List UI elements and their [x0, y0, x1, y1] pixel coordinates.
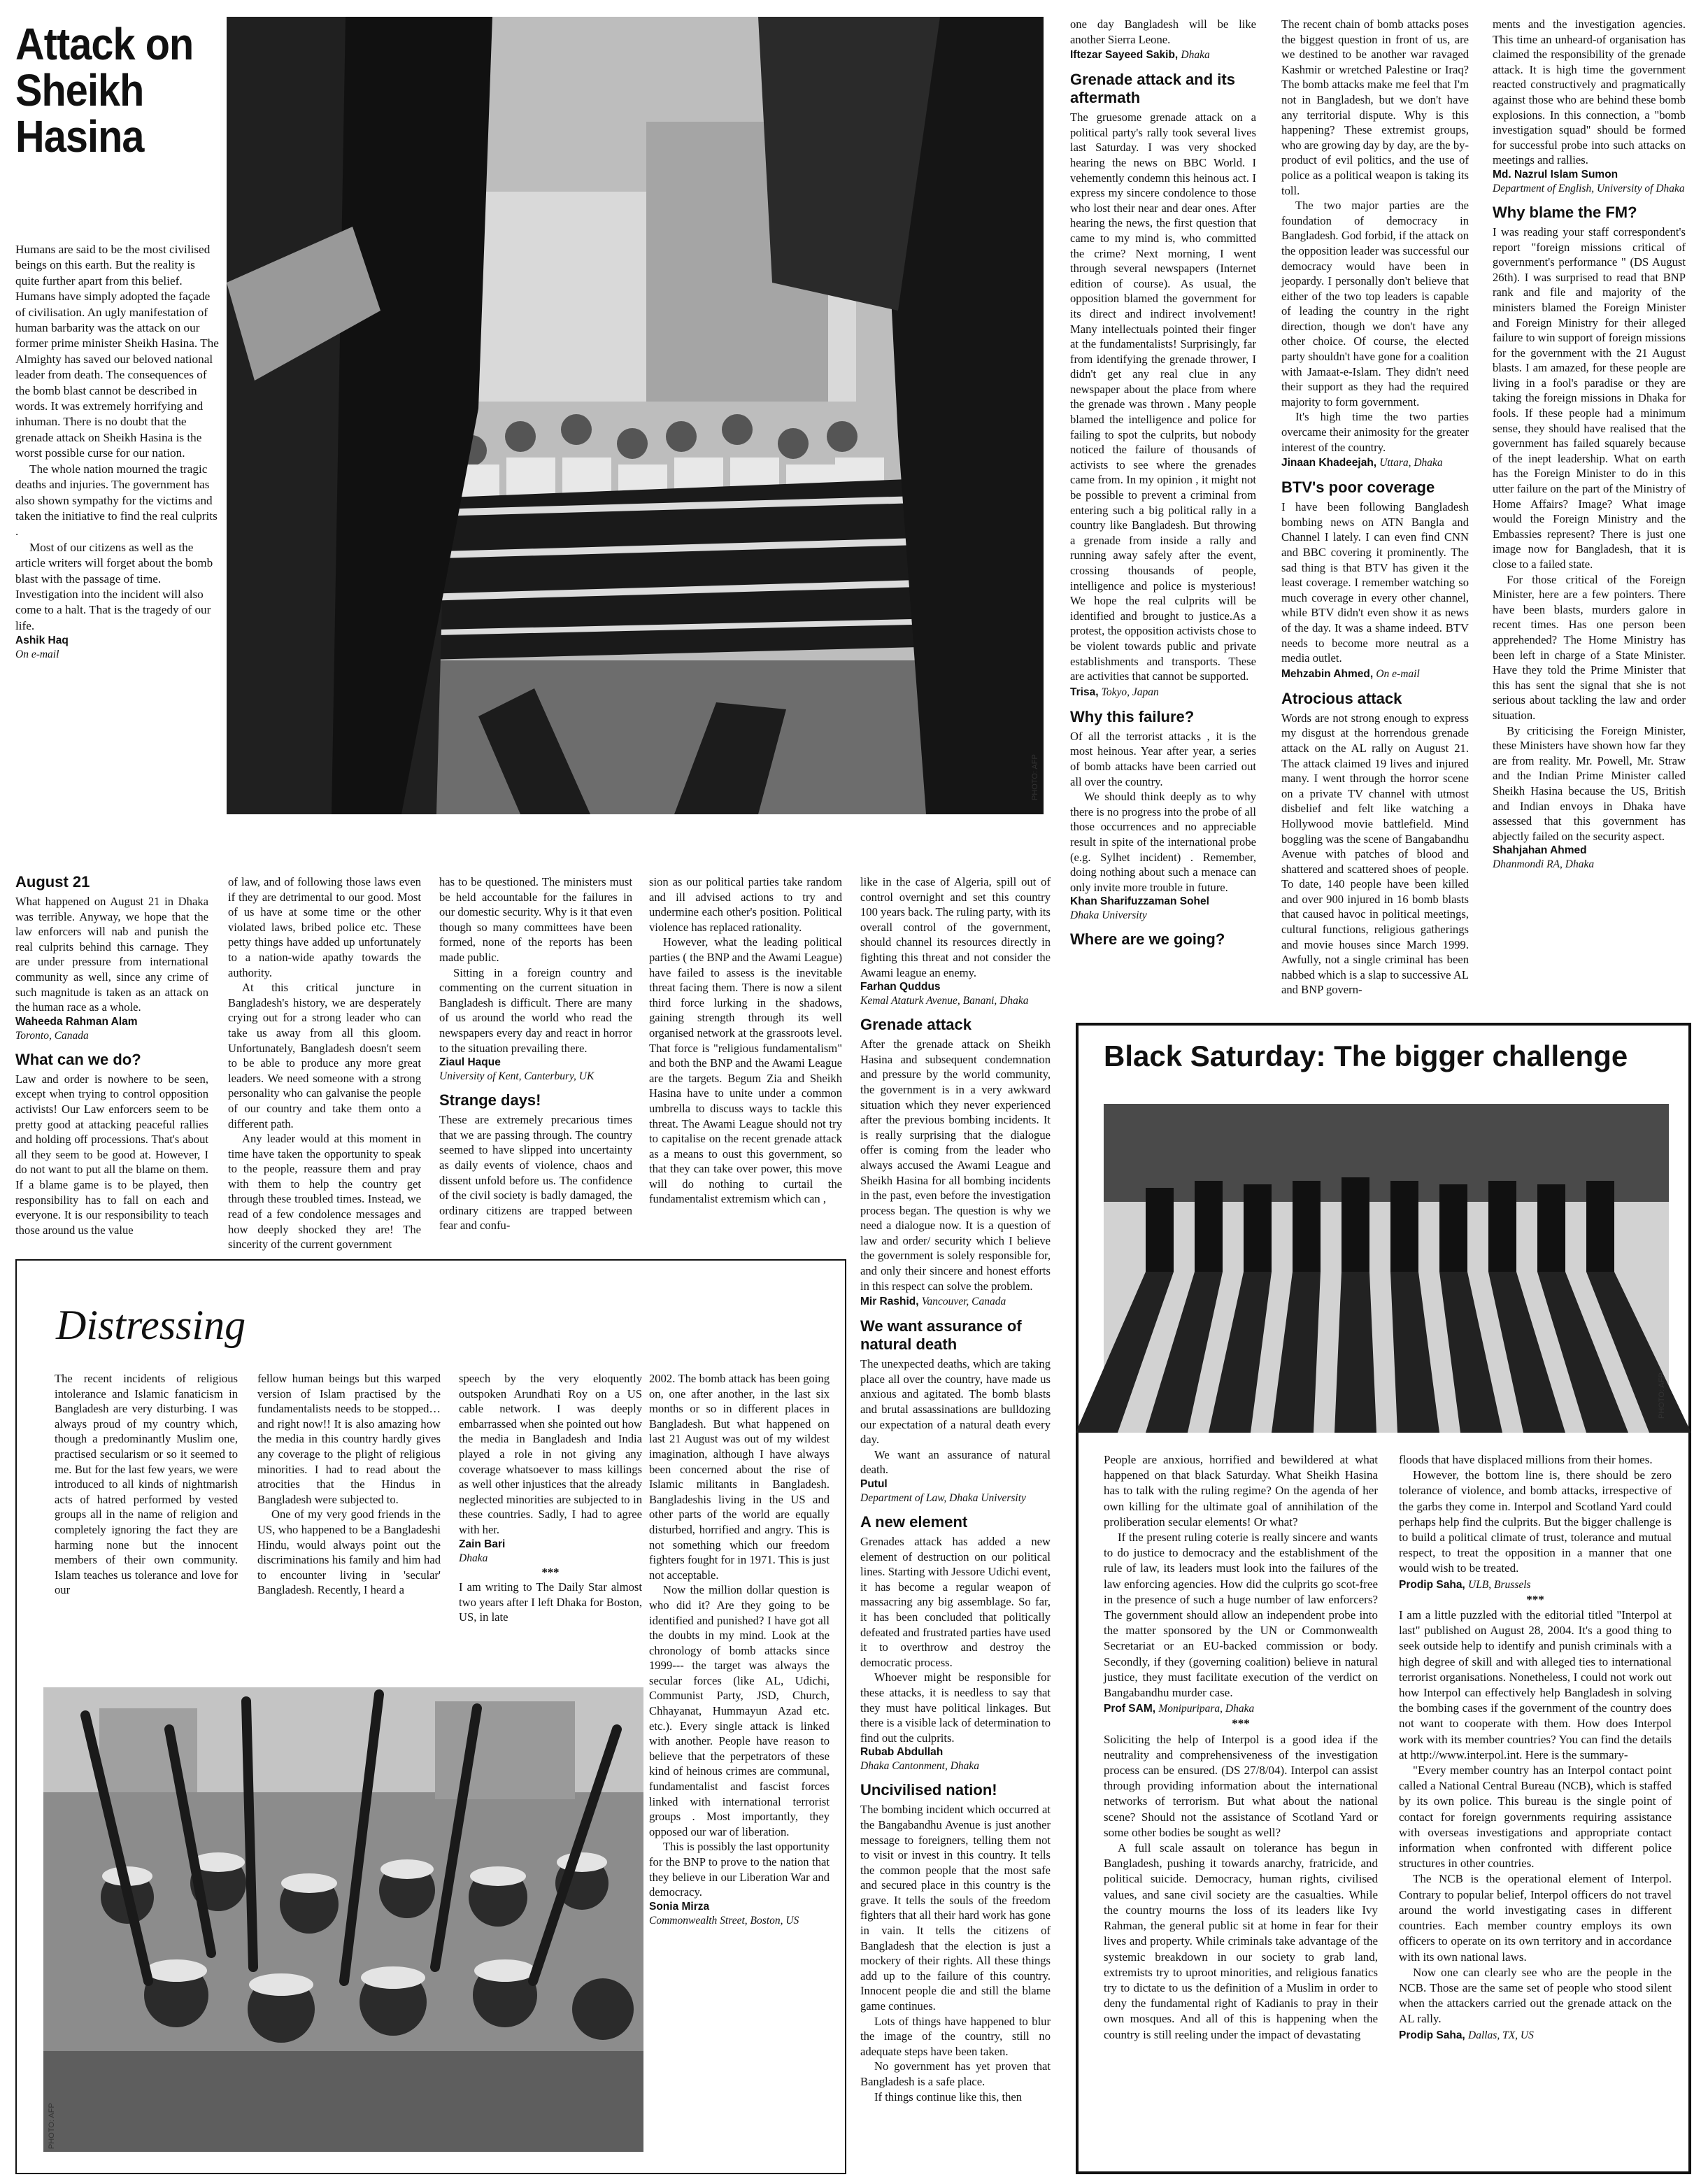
col4b-location: Kemal Ataturk Avenue, Banani, Dhaka	[860, 995, 1029, 1007]
col5-para: We should think deeply as to why there is no progress into the probe of all those occurrences and no appreciable result in spite of the international probe (e.g. Sylhet incident) . Remember, doing nothing about such a menace can only invite more trouble in future.	[1070, 790, 1256, 894]
attack-para: Humans are said to be the most civilised beings on this earth. But the reality is quite further apart from this belief. Humans have simply adopted the façade of civilisation. An ugly manifestation of human barbarity was the attack on our former prime minister Sheikh Hasina. The Almighty has saved our beloved national leader from death. The consequences of the bomb blast cannot be described in words. It was extremely horrifying and inhuman. There is no doubt that the grenade attack on Sheikh Hasina is the worst possible curse for our nation.	[15, 243, 219, 460]
col5-signature: Khan Sharifuzzaman Sohel	[1070, 895, 1209, 908]
black-saturday-title: Black Saturday: The bigger challenge	[1104, 1040, 1628, 1072]
col7-para: By criticising the Foreign Minister, these Ministers have shown how far they are from reality. Mr. Powell, Mr. Straw and the Indian Prime Minister called Sheikh Hasina because the US, British and Indian envoys in Dhaka have assessed that this government has abjectly failed on the security aspect.	[1493, 723, 1686, 843]
attack-article	[15, 21, 220, 825]
col4b-signature: Rubab Abdullah	[860, 1746, 944, 1759]
distressing-col-1	[55, 1371, 238, 1651]
heading-why-failure: Why this failure?	[1070, 707, 1195, 725]
col5-location: Dhaka University	[1070, 909, 1147, 922]
black-location: Dallas, TX, US	[1468, 2029, 1534, 2041]
col4b-para: If things continue like this, then	[874, 2090, 1023, 2104]
col2-para: Any leader would at this moment in time have taken the opportunity to speak to the people, reassure them and pray with them to help the country get through these troubled times. Instead, we read of a few condolence messages and how deeply shocked they are! The sincerity of the current government	[228, 1132, 421, 1251]
col6-para: Words are not strong enough to express my disgust at the horrendous grenade attack on the AL rally on August 21. The attack claimed 19 lives and injured many. I went through the horror scene on a private TV channel with utmost disbelief and felt like watching a Hollywood movie battlefield. Mind boggling was the scene of Bangabandhu Avenue with patches of blood and shattered and scattered shoes of people. To date, 140 people have been killed and over 900 injured in 16 bomb blasts that caused havoc in political meetings, cultural functions, religious gatherings and movie houses since March 1999. Awfully, not a single criminal has been nabbed which is a slap to successive AL and BNP govern-	[1281, 711, 1469, 997]
col6-para: The recent chain of bomb attacks poses the biggest question in front of us, are we destined to be another war ravaged Kashmir or wretched Palestine or Iraq? The bomb attacks make me feel that I'm not in Bangladesh, but we don't have any territorial dispute. Why is this happening? These extremist groups, who are growing day by day, are the by-product of evil politics, and the use of police as a political weapon is taking its toll.	[1281, 17, 1469, 197]
col4b-location: Department of Law, Dhaka University	[860, 1492, 1026, 1504]
col6-para: It's high time the two parties overcame their animosity for the greater interest of the country.	[1281, 410, 1469, 454]
col5-para: The gruesome grenade attack on a political party's rally took several lives last Saturday. I was very shocked hearing the news on BBC World. I vehemently condemn this heinous act. I express my sincere condolence to those who lost their near and dear ones. After hearing the news, the first question that came to my mind is, who committed the crime? Next morning, I went through several newspapers (Internet edition of course). As usual, the opposition blamed the government for its direct and indirect involvement! Many intellectuals pointed their finger at the fundamentalists! Surprisingly, far from identifying the grenade thrower, I didn't get any real clue in any newspaper about the place from where the grenade was thrown . Many people blamed the intelligence and police for failing to spot the culprits, but nobody noticed the failure of thousands of activists to see where the grenades came from. In my opinion , it might not be possible to prevent a criminal from entering such a big political rally in a country like Bangladesh. But throwing a grenade from inside a rally and running away safely after the event, crossing thousands of people, intelligence and police is mysterious! We hope the real culprits will be identified and brought to justice.As a protest, the opposition activists chose to be violent towards public and private establishments and transports. These are activities that cannot be supported.	[1070, 111, 1256, 683]
col5-location: Tokyo, Japan	[1101, 686, 1159, 698]
attack-body	[15, 242, 220, 823]
heading-grenade-aftermath: Grenade attack and its aftermath	[1070, 71, 1235, 107]
col1-signature: Waheeda Rahman Alam	[15, 1015, 138, 1028]
col4b-para: Whoever might be responsible for these attacks, it is needless to say that they must have political linkages. But there is a visible lack of determination to find out the culprits.	[860, 1671, 1051, 1745]
black-para: floods that have displaced millions from their homes.	[1399, 1453, 1653, 1466]
black-col-1	[1104, 1452, 1378, 2166]
col3-para: Sitting in a foreign country and commenting on the current situation in Bangladesh is difficult. There are many of us around the world who read the newspapers every day and react in horror to the situation prevailing there.	[439, 965, 632, 1055]
attack-title: Attack on Sheikh Hasina	[15, 19, 194, 162]
black-signature: Prodip Saha,	[1399, 2029, 1465, 2041]
distressing-para: The recent incidents of religious intolerance and Islamic fanaticism in Bangladesh are very disturbing. I was always proud of my country which, though a predominantly Muslim one, practised secularism or so it seemed to me. But for the last few years, we were introduced to all kinds of nightmarish acts of hatred performed by vested groups all in the name of religion and completely ignoring the fact they are harming none but the innocent members of their own community. Islam teaches us tolerance and love for our	[55, 1372, 238, 1597]
black-para: The NCB is the operational element of Interpol. Contrary to popular belief, Interpol officers do not travel around the world investigating cases in different countries. Each member country employs its own officers to operate on its own territory and in accordance with its own national laws.	[1399, 1872, 1672, 1964]
rally-photo-image	[227, 17, 1044, 814]
column-7-top	[1493, 17, 1686, 1017]
col6-location: On e-mail	[1376, 667, 1420, 680]
col6-signature: Jinaan Khadeejah,	[1281, 457, 1377, 469]
column-2-mid	[228, 874, 421, 1251]
attack-signature: Ashik Haq	[15, 634, 69, 647]
black-para: If the present ruling coterie is really sincere and wants to do justice to democracy and the establishment of the rule of law, its leaders must look into the failures of the law enforcing agencies. How did the culprits go scot-free in the presence of such a huge number of law enforcers? The government should allow an independent probe into the matter sponsored by the UN or Commonwealth Secretariat or an EU-backed commission or body. Secondly, if they (governing coalition) believe in natural justice, they must facilitate execution of the verdict on Bangabandhu murder case.	[1104, 1531, 1378, 1700]
col2-para: of law, and of following those laws even if they are detrimental to our good. Most of us have at some time or the other violated laws, bribed police etc. These petty things have added up unfortunately to a nation-wide apathy towards the authority.	[228, 875, 421, 979]
col3-para: These are extremely precarious times that we are passing through. The country seemed to have slipped into uncertainty as daily events of violence, chaos and dissent unfold before us. The confidence of the civil society is badly damaged, the ordinary citizens are trapped between fear and confu-	[439, 1113, 632, 1233]
col7-signature: Md. Nazrul Islam Sumon	[1493, 168, 1618, 180]
police-photo-credit: PHOTO: AFP	[1658, 1373, 1666, 1419]
col4b-para: The unexpected deaths, which are taking place all over the country, have made us anxious and agitated. The bomb blasts and brutal assassinations are bulldozing our expectation of a natural death every day.	[860, 1357, 1051, 1447]
police-photo	[1104, 1104, 1669, 1433]
distressing-col-4	[649, 1371, 830, 2162]
col4-para: However, what the leading political parties ( the BNP and the Awami League) have failed to assess is the inevitable threat facing them. There is now a silent third force lurking in the shadows, gaining strength through its well organised network at the grassroots level. That force is "religious fundamentalism" and both the BNP and the Awami League are the targets. Begum Zia and Sheikh Hasina have to unite under a common umbrella to discuss ways to tackle this threat. The Awami League should not try to capitalise on the recent grenade attack as a means to oust this government, so that they can take over power, this move will do nothing to curtail the fundamentalist extremism which can ,	[649, 935, 842, 1206]
col5-para: Of all the terrorist attacks , it is the most heinous. Year after year, a series of bomb attacks have been carried out all over the country.	[1070, 729, 1256, 788]
col3-signature: Ziaul Haque	[439, 1056, 501, 1069]
col6-signature: Mehzabin Ahmed,	[1281, 667, 1374, 680]
black-signature: Prof SAM,	[1104, 1703, 1156, 1715]
distressing-para: Now the million dollar question is who did it? Are they going to be identified and punished? I have got all the doubts in my mind. Look at the chronology of bomb attacks since 1999--- the target was always the secular forces (like AL, Udichi, Communist Party, JSD, Church, Chhayanat, Hummayun Azad etc. etc.). Every single attack is linked with another. People have reason to believe that the perpetrators of these kind of heinous crimes are communal, fundamentalist and fascist forces linked with international terrorist groups . Most importantly, they opposed our war of liberation.	[649, 1583, 830, 1838]
distressing-signature: Zain Bari	[459, 1538, 506, 1550]
separator-stars: ***	[1526, 1592, 1544, 1606]
col1-location: Toronto, Canada	[15, 1029, 89, 1042]
col7-location: Dhanmondi RA, Dhaka	[1493, 858, 1595, 871]
distressing-location: Commonwealth Street, Boston, US	[649, 1914, 799, 1927]
col4b-location: Vancouver, Canada	[921, 1296, 1006, 1308]
rally-photo	[227, 17, 1044, 814]
column-4-mid	[649, 874, 842, 1238]
black-para: However, the bottom line is, there should be zero tolerance of violence, and bomb attacks, irrespective of the garbs they come in. Interpol and Scotland Yard could perhaps help find the culprits. But the bigger challenge is to build a political climate of trust, tolerance and mutual respect, to treat the opposition in a manner that one would wish to be treated.	[1399, 1468, 1672, 1575]
black-para: People are anxious, horrified and bewildered at what happened on that black Saturday. What Sheikh Hasina has to talk with the ruling regime? On the agenda of her own killing for the ultimate goal of annihilation of the proliberation secular elements! Or what?	[1104, 1453, 1378, 1529]
column-6-top	[1281, 17, 1469, 1017]
distressing-box	[15, 1259, 846, 2174]
attack-para: Most of our citizens as well as the article writers will forget about the bomb blast with the passage of time. Investigation into the incident will also come to a halt. That is the tragedy of our life.	[15, 540, 213, 632]
heading-uncivilised-nation: Uncivilised nation!	[860, 1781, 997, 1799]
col6-location: Uttara, Dhaka	[1379, 457, 1443, 469]
col5-para: one day Bangladesh will be like another Sierra Leone.	[1070, 17, 1256, 46]
column-3-mid	[439, 874, 632, 1238]
heading-where-going: Where are we going?	[1070, 930, 1225, 949]
col7-para: For those critical of the Foreign Minister, here are a few pointers. There have been blasts, murders galore in recent times. Has one person been apprehended? The Home Ministry has been left in charge of a State Minister. Have they told the Prime Minister that this has sent the signal that she is not serious about tackling the law and order situation.	[1493, 572, 1686, 722]
col3-location: University of Kent, Canterbury, UK	[439, 1070, 595, 1083]
heading-btv-coverage: BTV's poor coverage	[1281, 478, 1435, 497]
column-1-mid	[15, 873, 208, 1237]
distressing-para: 2002. The bomb attack has been going on, one after another, in the last six months or so in different places in Bangladesh. But what happened on last 21 August was out of my wildest imagination, although I have always been concerned about the rise of Islamic militants in Bangladesh. Bangladeshis living in the US and other parts of the world are equally disturbed, horrified and angry. This is not something which our freedom fighters fought for in 1971. This is just not acceptable.	[649, 1372, 830, 1582]
attack-location: On e-mail	[15, 648, 59, 661]
col6-para: The two major parties are the foundation of democracy in Bangladesh. God forbid, if the attack on the opposition leader was successful our democracy would have been in jeopardy. I personally don't believe that either of the two top leaders is capable of leading the country in the right direction, though we don't have any other choice. Of course, the elected party shouldn't have gone for a coalition with Jamaat-e-Islam. They didn't need their support as they had the required majority to form government.	[1281, 199, 1469, 409]
black-para: Soliciting the help of Interpol is a good idea if the neutrality and comprehensiveness of the investigation process can be ensured. (DS 27/8/04). Interpol can assist through providing information about the international networks of terrorism. But what about the national scene? Should not the assistance of Scotland Yard or some other bodies be sought as well?	[1104, 1732, 1378, 1839]
column-4b	[860, 874, 1051, 2176]
heading-august-21: August 21	[15, 873, 90, 891]
rally-photo-credit: PHOTO: AFP	[1031, 754, 1039, 800]
black-location: Monipuripara, Dhaka	[1158, 1703, 1255, 1715]
distressing-title: Distressing	[56, 1302, 246, 1348]
heading-natural-death: We want assurance of natural death	[860, 1317, 1022, 1354]
distressing-signature: Sonia Mirza	[649, 1900, 710, 1913]
col4b-para: After the grenade attack on Sheikh Hasina and subsequent condemnation and pressure by the world community, the government is in a very awkward situation which they never experienced after the previous bombing incidents. It is really surprising that the dialogue offer is coming from the leader who always accused the Awami League and Sheikh Hasina for all bombing incidents in the past, even before the investigation process began. The question is why we need a dialogue now. It is a question of law and order/ security which I believe the government is solely responsible for, and only their sincere and honest efforts in this respect can solve the problem.	[860, 1037, 1051, 1293]
col7-para: I was reading your staff correspondent's report "foreign missions critical of government's performance " (DS August 26th). I was surprised to read that BNP rank and file and majority of the ministers blamed the Foreign Minister and Foreign Ministry for their alleged failure to win support of foreign missions for the government with the 21 August blasts. I am amazed, for these people are living in a fool's paradise or they are taking the foreign missions in Dhaka for fools. If these people had a minimum sense, they should have realised that the government has failed squarely because of the inept leadership. What on earth has the Foreign Minister to do in this utter failure on the part of the Ministry of Home Affairs? Image? What image would the Foreign Ministry and the Embassies represent? There is just one image now for Bangladesh, that it is close to a failed state.	[1493, 225, 1686, 571]
heading-why-blame-fm: Why blame the FM?	[1493, 203, 1637, 221]
col4b-para: The bombing incident which occurred at the Bangabandhu Avenue is just another message to foreigners, telling them not to visit or invest in this country. It tells the common people that the most safe and secured place in this country is the grave. It tells the souls of the freedom fighters that all their hard work has gone in vain. It tells the citizens of Bangladesh that the election is just a mockery of their rights. All these things add up to the failure of this country. Innocent people die and still the blame game continues.	[860, 1803, 1051, 2013]
separator-stars: ***	[1232, 1717, 1250, 1731]
distressing-col-3	[459, 1371, 642, 1651]
black-signature: Prodip Saha,	[1399, 1578, 1465, 1591]
black-para: "Every member country has an Interpol contact point called a National Central Bureau (NCB), which is staffed by its own police. This bureau is the single point of contact for foreign governments requiring assistance with overseas investigations and appropriate contact information when confronted with different police structures in other countries.	[1399, 1764, 1672, 1871]
col7-location: Department of English, University of Dhaka	[1493, 182, 1685, 194]
col4-para: sion as our political parties take random and ill advised actions to try and undermine each other's position. Political violence has replaced rationality.	[649, 875, 842, 934]
col4b-para: We want an assurance of natural death.	[860, 1447, 1051, 1477]
black-para: Now one can clearly see who are the people in the NCB. Those are the same set of people who stood silent when the attackers carried out the grenade attack on the AL rally.	[1399, 1965, 1672, 2026]
black-para: I am a little puzzled with the editorial titled "Interpol at last" published on August 28, 2004. It's a good thing to seek outside help to identify and punish criminals with a high degree of skill and with alleged ties to international terrorist organisations. Nonetheless, I could not work out how Interpol can effectively help Bangladesh in solving the bombing cases if the government of the country does not want to cooperate with them. How does Interpol work with its member countries? You can find the details at http://www.interpol.int. Here is the summary-	[1399, 1608, 1672, 1761]
black-col-2	[1399, 1452, 1672, 2166]
distressing-para: speech by the very eloquently outspoken Arundhati Roy on a US cable network. I was deeply embarrassed when she pointed out how the media in Bangladesh and India played a role in not giving any coverage whatsoever to mass killings as well other injustices that the already neglected minorities are subjected to in these countries. Sadly, I had to agree with her.	[459, 1372, 642, 1536]
col4b-signature: Putul	[860, 1478, 888, 1490]
col1-para: Law and order is nowhere to be seen, except when trying to control opposition activists! Our Law enforcers seem to be pretty good at attacking peaceful rallies and holding off processions. That's about all they seem to be good at. However, I do not want to put all the blame on them. If a blame game is to be played, then responsibility has to fall on each and everyone. It is our responsibility to teach those around us the value	[15, 1072, 208, 1237]
col4b-location: Dhaka Cantonment, Dhaka	[860, 1760, 980, 1773]
protest-photo-image	[43, 1687, 643, 2152]
col4b-para: No government has yet proven that Bangladesh is a safe place.	[860, 2059, 1051, 2088]
attack-para: The whole nation mourned the tragic deaths and injuries. The government has also shown sympathy for the victims and taken the initiative to find the real culprits .	[15, 462, 218, 539]
heading-strange-days: Strange days!	[439, 1091, 541, 1109]
col4b-signature: Mir Rashid,	[860, 1296, 919, 1308]
col4b-signature: Farhan Quddus	[860, 981, 941, 993]
col2-para: At this critical juncture in Bangladesh's history, we are desperately crying out for a strong leader who can take us away from all this gloom. Unfortunately, Bangladesh doesn't seem to be able to produce any more great leaders. We need someone with a strong personality who can galvanise the people of our country and take them onto a different path.	[228, 981, 421, 1130]
col7-signature: Shahjahan Ahmed	[1493, 844, 1587, 857]
distressing-col-2	[257, 1371, 441, 1651]
col7-para: ments and the investigation agencies. This time an unheard-of organisation has claimed the responsibility of the grenade attack. It is high time the government reacted constructively and pragmatically against those who are behind these bomb explosions. In this connection, a "bomb investigation squad" should be formed for successful probe into such attacks on meetings and rallies.	[1493, 17, 1686, 167]
distressing-para: fellow human beings but this warped version of Islam practised by the fundamentalists needs to be stopped…and right now!! It is also amazing how the media in this country hardly gives any coverage to the plight of religious minorities. I had to read about the atrocities that the Hindus in Bangladesh were subjected to.	[257, 1372, 441, 1506]
distressing-para: This is possibly the last opportunity for the BNP to prove to the nation that they believe in our Liberation War and democracy.	[649, 1840, 830, 1899]
heading-new-element: A new element	[860, 1513, 968, 1531]
col4b-para: Lots of things have happened to blur the image of the country, still no adequate steps have been taken.	[860, 2014, 1051, 2058]
distressing-para: I am writing to The Daily Star almost two years after I left Dhaka for Boston, US, in late	[459, 1580, 642, 1624]
col4b-para: like in the case of Algeria, spill out of control overnight and set this country 100 years back. The ruling party, with its overall control of the government, should channel its resources directly in fighting this threat and not consider the Awami league an enemy.	[860, 875, 1051, 979]
col5-signature: Trisa,	[1070, 686, 1099, 698]
distressing-para: One of my very good friends in the US, who happened to be a Bangladeshi Hindu, would always point out the discriminations his family and him had to encounter living in 'secular' Bangladesh. Recently, I heard a	[257, 1508, 441, 1597]
col5-signature: Iftezar Sayeed Sakib,	[1070, 49, 1179, 62]
black-saturday-box	[1076, 1023, 1691, 2174]
column-5-top	[1070, 17, 1256, 1045]
col3-para: has to be questioned. The ministers must be held accountable for the failures in our domestic security. Why is it that even though so many committees have been formed, none of the reports has been made public.	[439, 875, 632, 964]
black-location: ULB, Brussels	[1468, 1578, 1531, 1591]
col6-para: I have been following Bangladesh bombing news on ATN Bangla and Channel I lately. I can even find CNN and BBC covering it prominently. The sad thing is that BTV has given it the least coverage. I remember watching so much coverage in every other channel, while BTV didn't even show it as news of the day. It was a shame indeed. BTV needs to become more neutral as a media outlet.	[1281, 500, 1469, 665]
col1-para: What happened on August 21 in Dhaka was terrible. Anyway, we hope that the law enforcers will nab and punish the real culprits behind this carnage. They are under pressure from international community as well, since any crime of such magnitude is taken as an attack on the human race as a whole.	[15, 895, 208, 1014]
protest-photo-credit: PHOTO: AFP	[48, 2103, 56, 2149]
protest-photo	[43, 1687, 643, 2152]
distressing-location: Dhaka	[459, 1552, 488, 1564]
col5-location: Dhaka	[1181, 49, 1210, 62]
black-para: A full scale assault on tolerance has begun in Bangladesh, pushing it towards anarchy, fratricide, and political suicide. Democracy, human rights, civilised values, and sane civil society are the casualties. While the country mourns the loss of its leaders like Ivy Rahman, the general public sit at home in fear for their lives and property. While criminals take advantage of the systemic breakdown in our society to grab land, extremists try to uproot minorities, and religious fanatics try to dictate to us the definition of a Muslim in order to deny the fundamental right of Kadianis to pray in their own mosques. And all of this is happening when the country is still reeling under the impact of devastating	[1104, 1841, 1378, 2041]
separator-stars: ***	[541, 1565, 560, 1579]
heading-atrocious-attack: Atrocious attack	[1281, 689, 1402, 707]
heading-what-can-we-do: What can we do?	[15, 1050, 141, 1068]
heading-grenade-attack: Grenade attack	[860, 1016, 972, 1034]
police-photo-image	[1104, 1104, 1669, 1433]
col4b-para: Grenades attack has added a new element of destruction on our political lines. Starting with Jessore Udichi event, it has become a regular weapon of massacring any big assemblage. So far, it has been concluded that politically defeated and frustrated parties have used it to overthrow and destroy the democratic process.	[860, 1535, 1051, 1669]
